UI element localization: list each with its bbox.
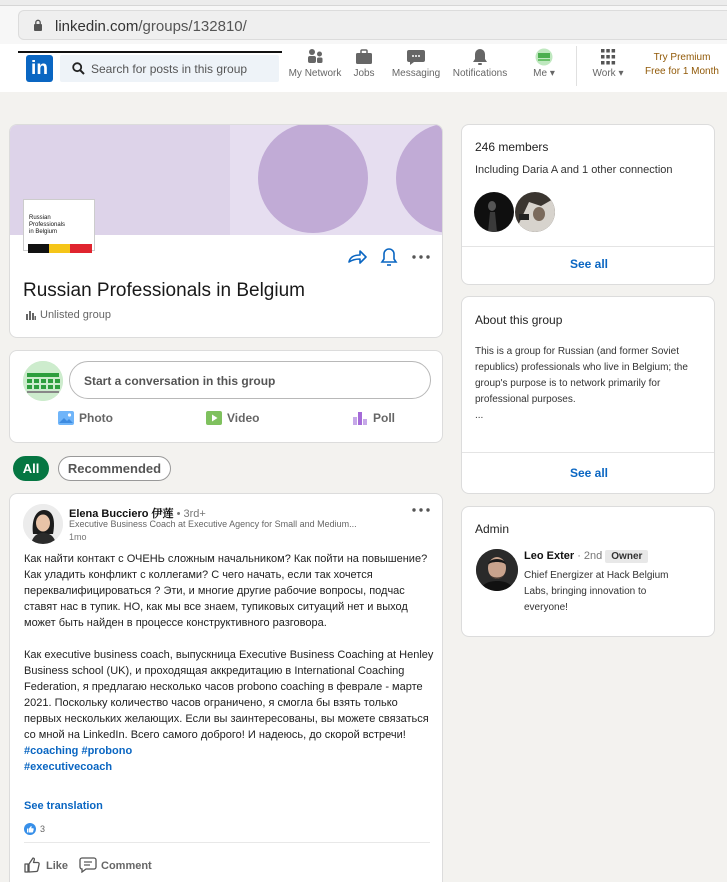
- lock-icon: [33, 19, 43, 31]
- nav-label: [588, 68, 628, 79]
- about-description: [475, 344, 705, 424]
- thumbs-up-icon: [24, 857, 42, 873]
- poll-button[interactable]: [352, 411, 395, 433]
- nav-work-label: Work: [592, 68, 616, 79]
- address-url: [55, 18, 247, 35]
- members-connections: Including Daria A and 1 other connection: [475, 164, 673, 176]
- logo-line: Professionals: [29, 222, 66, 228]
- author-headline: Executive Business Coach at Executive Agency for Small and Medium...: [69, 519, 357, 529]
- nav-label: My Network: [288, 68, 342, 79]
- chevron-down-icon: ▾: [618, 68, 624, 79]
- comment-icon: [79, 857, 97, 873]
- nav-label: Messaging: [391, 68, 441, 79]
- logo-line: in Belgium: [29, 229, 58, 235]
- nav-me[interactable]: [528, 48, 560, 84]
- admin-name[interactable]: [524, 550, 648, 563]
- members-card: [461, 124, 715, 285]
- see-translation-link[interactable]: See translation: [24, 800, 103, 812]
- post-divider: [24, 842, 430, 843]
- banner-circle: [258, 124, 368, 233]
- nav-label: Notifications: [452, 68, 508, 79]
- card-divider: [462, 452, 715, 453]
- photo-button[interactable]: [58, 411, 113, 433]
- member-avatar[interactable]: [474, 192, 514, 232]
- members-count: 246 members: [475, 140, 549, 154]
- group-logo-text: [29, 215, 65, 236]
- nav-work[interactable]: [588, 48, 628, 84]
- share-arrow-icon[interactable]: [346, 247, 368, 267]
- belgian-flag-stripe: [28, 240, 92, 249]
- card-divider: [462, 246, 715, 247]
- visibility-label: Unlisted group: [40, 309, 111, 321]
- search-placeholder: Search for posts in this group: [91, 62, 248, 76]
- member-avatar[interactable]: [515, 192, 555, 232]
- group-logo: [23, 199, 95, 251]
- post-body: [24, 551, 434, 775]
- try-premium-link[interactable]: [640, 51, 724, 79]
- nav-my-network[interactable]: [286, 48, 344, 84]
- start-conversation-input[interactable]: [69, 361, 431, 399]
- filter-all-pill[interactable]: All: [13, 456, 49, 481]
- linkedin-logo[interactable]: in: [26, 55, 53, 82]
- address-bar[interactable]: [18, 10, 727, 40]
- nav-jobs[interactable]: [350, 48, 378, 84]
- about-group-card: [461, 296, 715, 494]
- jobs-icon: [354, 48, 374, 66]
- my-network-icon: [305, 48, 325, 66]
- filter-recommended-pill[interactable]: Recommended: [58, 456, 171, 481]
- video-label: Video: [227, 411, 260, 425]
- chevron-down-icon: ▾: [549, 68, 555, 79]
- start-conversation-label: Start a conversation in this group: [84, 374, 276, 388]
- author-avatar[interactable]: [23, 504, 63, 544]
- post-text: Как найти контакт с ОЧЕНЬ сложным начальником? Как пойти на повышение? Как уладить конфликт с коллегами? С чего начать, если так хочется переквалифицироваться ? Эти, и многие другие рабочие вопросы, подчас ставят нас в тупик. НО, как мы все знаем, тупиковых ситуаций нет и выход может быть найден в процессе конструктивного разговора. Как executive business coach, выпускница Executive Business Coaching at Henley Business school (UK), и проходящая аккредитацию в International Coaching Federation, я предлагаю несколько часов probono coaching в феврале - марте 2021. Поскольку количество часов ограничено, я смогла бы взять только первых нескольких желающих. Если вы заинтересованы, вы можете связаться со мной на LinkedIn. Всего самого доброго! И надеюсь, до скорой встречи!: [24, 553, 434, 741]
- member-photo: [515, 192, 555, 232]
- about-see-all-link[interactable]: See all: [569, 466, 609, 480]
- group-header-card: [9, 124, 443, 338]
- about-ellipsis: ...: [475, 410, 484, 421]
- calendar-avatar-image: [23, 361, 63, 401]
- post-time: 1mo: [69, 532, 87, 542]
- admin-title: Admin: [475, 522, 510, 536]
- like-label: Like: [46, 860, 69, 872]
- nav-messaging[interactable]: [390, 48, 442, 84]
- work-grid-icon: [598, 48, 618, 66]
- premium-line2: Free for 1 Month: [645, 66, 719, 77]
- me-avatar: [534, 48, 554, 66]
- hashtag-link[interactable]: #executivecoach: [24, 761, 113, 773]
- nav-notifications[interactable]: [450, 48, 510, 84]
- nav-label: Jobs: [353, 68, 375, 79]
- members-see-all-link[interactable]: See all: [569, 257, 609, 271]
- url-host: linkedin.com: [55, 18, 139, 35]
- photo-icon: [58, 411, 74, 425]
- more-options-icon[interactable]: [410, 247, 432, 267]
- owner-badge: Owner: [605, 550, 648, 563]
- admin-photo: [476, 549, 518, 591]
- unlisted-icon: [26, 310, 36, 320]
- url-path: /groups/132810/: [138, 18, 247, 35]
- reaction-count[interactable]: [24, 823, 45, 835]
- browser-tab-strip: [0, 0, 727, 6]
- post-card: [9, 493, 443, 882]
- about-title: About this group: [475, 313, 563, 327]
- my-avatar: [23, 361, 63, 401]
- about-text: This is a group for Russian (and former Soviet republics) professionals who live in Belgium; the group's purpose is to network primarily for professional purposes.: [475, 346, 688, 405]
- bell-icon[interactable]: [378, 247, 400, 267]
- search-icon: [72, 62, 85, 75]
- photo-label: Photo: [79, 411, 113, 425]
- poll-icon: [352, 411, 368, 425]
- search-input[interactable]: [60, 55, 279, 82]
- notifications-icon: [470, 48, 490, 66]
- admin-name-text: Leo Exter: [524, 550, 575, 562]
- premium-line1: Try Premium: [653, 52, 711, 63]
- nav-label: [528, 68, 560, 79]
- post-more-options-icon[interactable]: [411, 505, 431, 515]
- admin-degree: · 2nd: [574, 550, 603, 562]
- author-name-text: Elena Bucciero 伊莲: [69, 508, 174, 520]
- admin-card: [461, 506, 715, 637]
- member-photo: [474, 192, 514, 232]
- like-button[interactable]: [24, 857, 68, 873]
- connection-degree: • 3rd+: [173, 508, 206, 520]
- logo-line: Russian: [29, 215, 51, 221]
- comment-label: Comment: [101, 860, 152, 872]
- nav-me-label: Me: [533, 68, 548, 79]
- messaging-icon: [406, 48, 426, 66]
- hashtag-link[interactable]: #coaching: [24, 745, 79, 757]
- group-title: Russian Professionals in Belgium: [23, 280, 305, 301]
- reaction-number: 3: [40, 824, 46, 834]
- admin-description: Chief Energizer at Hack Belgium Labs, bringing innovation to everyone!: [524, 570, 669, 613]
- admin-avatar[interactable]: [476, 549, 518, 591]
- browser-toolbar: [0, 0, 727, 44]
- group-visibility: [26, 309, 111, 321]
- author-photo: [23, 504, 63, 544]
- nav-divider: [576, 46, 577, 86]
- video-icon: [206, 411, 222, 425]
- poll-label: Poll: [373, 411, 396, 425]
- like-reaction-icon: [24, 823, 36, 835]
- video-button[interactable]: [206, 411, 259, 433]
- share-box: [9, 350, 443, 443]
- comment-button[interactable]: [79, 857, 152, 873]
- hashtag-link[interactable]: #probono: [81, 745, 133, 757]
